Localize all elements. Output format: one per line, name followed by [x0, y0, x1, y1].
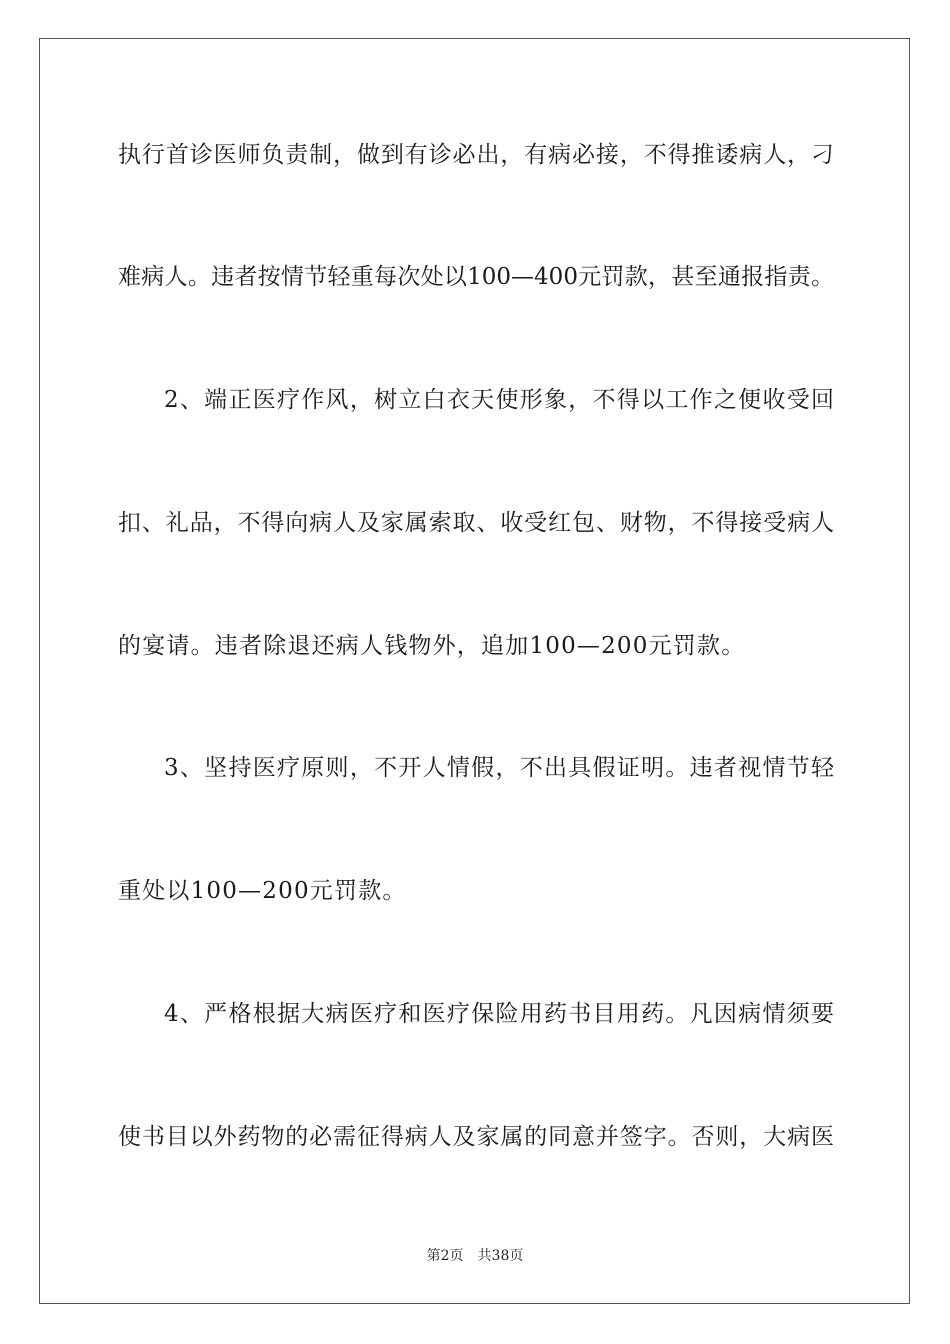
page-number: 第2页: [426, 1248, 464, 1264]
page-footer: [0, 1247, 950, 1265]
page-border: [39, 38, 910, 1304]
paragraph-4-line-1: 4、严格根据大病医疗和医疗保险用药书目用药。凡因病情须要: [164, 1001, 834, 1027]
paragraph-4-line-2: 使书目以外药物的必需征得病人及家属的同意并签字。否则，大病医: [118, 1124, 834, 1150]
paragraph-3-line-1: 3、坚持医疗原则，不开人情假，不出具假证明。违者视情节轻: [164, 755, 834, 781]
body-line-1: 执行首诊医师负责制，做到有诊必出，有病必接，不得推诿病人，刁: [118, 142, 834, 168]
paragraph-2-line-2: 扣、礼品，不得向病人及家属索取、收受红包、财物，不得接受病人: [118, 510, 834, 536]
page-total: 共38页: [477, 1248, 524, 1264]
paragraph-2-line-3: 的宴请。违者除退还病人钱物外，追加100—200元罚款。: [118, 633, 746, 659]
paragraph-3-line-2: 重处以100—200元罚款。: [118, 878, 407, 904]
paragraph-2-line-1: 2、端正医疗作风，树立白衣天使形象，不得以工作之便收受回: [164, 387, 834, 413]
body-line-2: 难病人。违者按情节轻重每次处以100—400元罚款，甚至通报指责。: [118, 264, 834, 290]
